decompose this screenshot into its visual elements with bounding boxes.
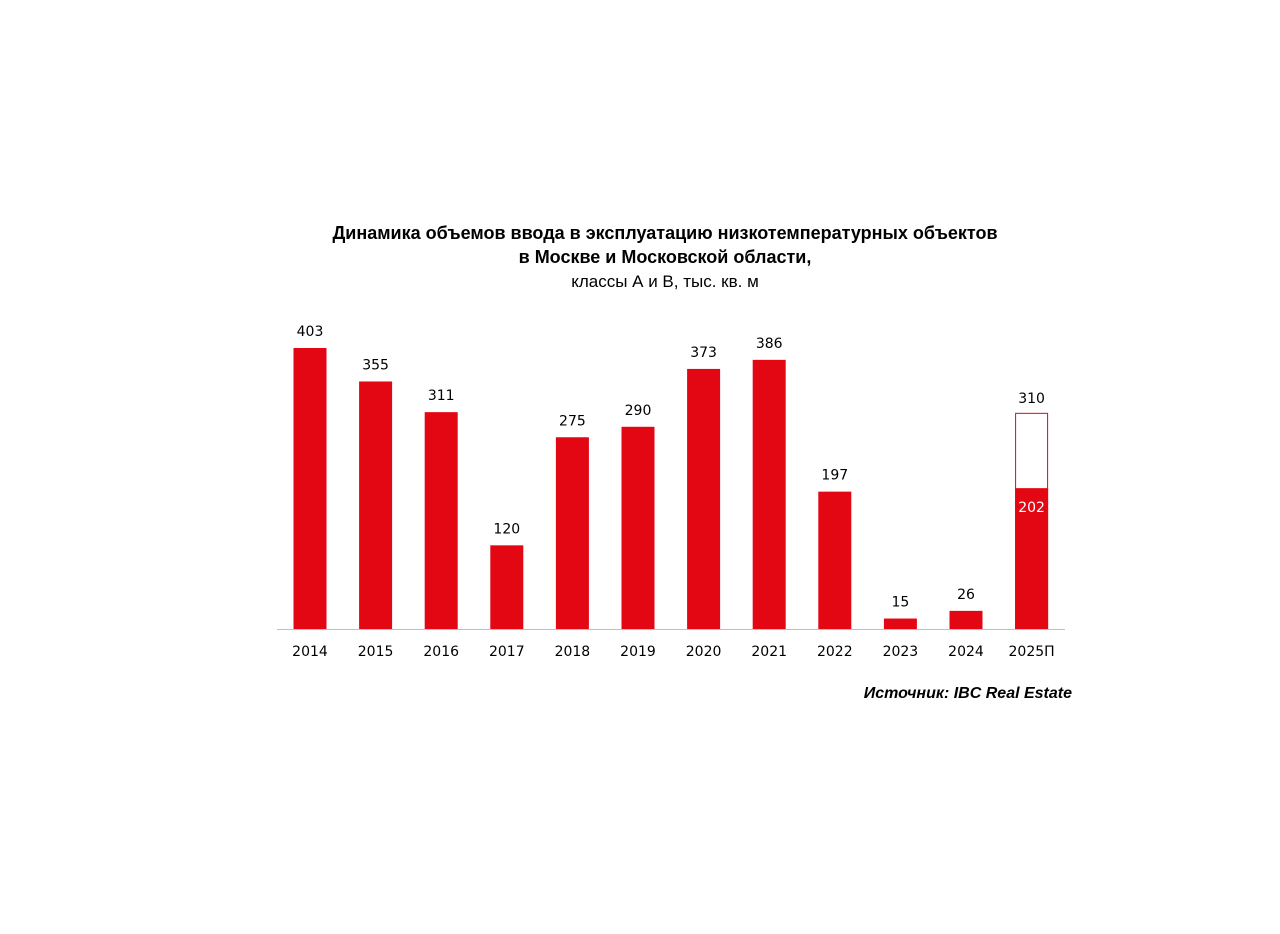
chart-subtitle: классы А и В, тыс. кв. м	[571, 272, 759, 291]
data-label: 310	[1018, 390, 1045, 407]
data-label: 386	[755, 335, 783, 352]
bar	[490, 545, 523, 629]
x-tick-label: 2015	[357, 644, 394, 660]
data-label-inner: 202	[1018, 500, 1045, 517]
bar	[556, 437, 589, 629]
data-label: 355	[362, 357, 389, 374]
data-label: 403	[296, 324, 324, 340]
x-tick-label: 2020	[685, 644, 722, 660]
source-note: Источник: IBC Real Estate	[863, 685, 1072, 702]
x-tick-label: 2019	[620, 644, 656, 660]
bar	[622, 427, 655, 629]
data-label: 311	[427, 388, 455, 405]
x-tick-label: 2014	[292, 644, 328, 660]
data-label: 275	[559, 413, 586, 430]
x-tick-label: 2023	[882, 644, 919, 660]
x-tick-label: 2017	[488, 644, 525, 660]
data-label: 290	[624, 402, 652, 419]
x-tick-label: 2022	[816, 644, 853, 660]
data-label: 120	[493, 521, 521, 538]
x-tick-label: 2016	[423, 644, 460, 660]
x-tick-label: 2018	[554, 644, 591, 660]
x-tick-label: 2021	[751, 644, 788, 660]
bar	[753, 360, 786, 629]
bar	[425, 412, 458, 629]
data-label: 26	[957, 586, 975, 603]
x-tick-label: 2025П	[1008, 644, 1055, 660]
x-tick-label: 2024	[948, 644, 984, 660]
bar	[294, 348, 327, 629]
bar	[884, 619, 917, 629]
bar	[359, 381, 392, 629]
chart-title-line-2: в Москве и Московской области,	[518, 247, 812, 267]
bar	[950, 611, 983, 629]
data-label: 373	[690, 344, 717, 361]
bar	[818, 492, 851, 629]
bar	[687, 369, 720, 629]
data-label: 15	[891, 594, 910, 611]
data-label: 197	[821, 467, 849, 484]
chart-title-line-1: Динамика объемов ввода в эксплуатацию низкотемпературных объектов	[332, 223, 998, 243]
